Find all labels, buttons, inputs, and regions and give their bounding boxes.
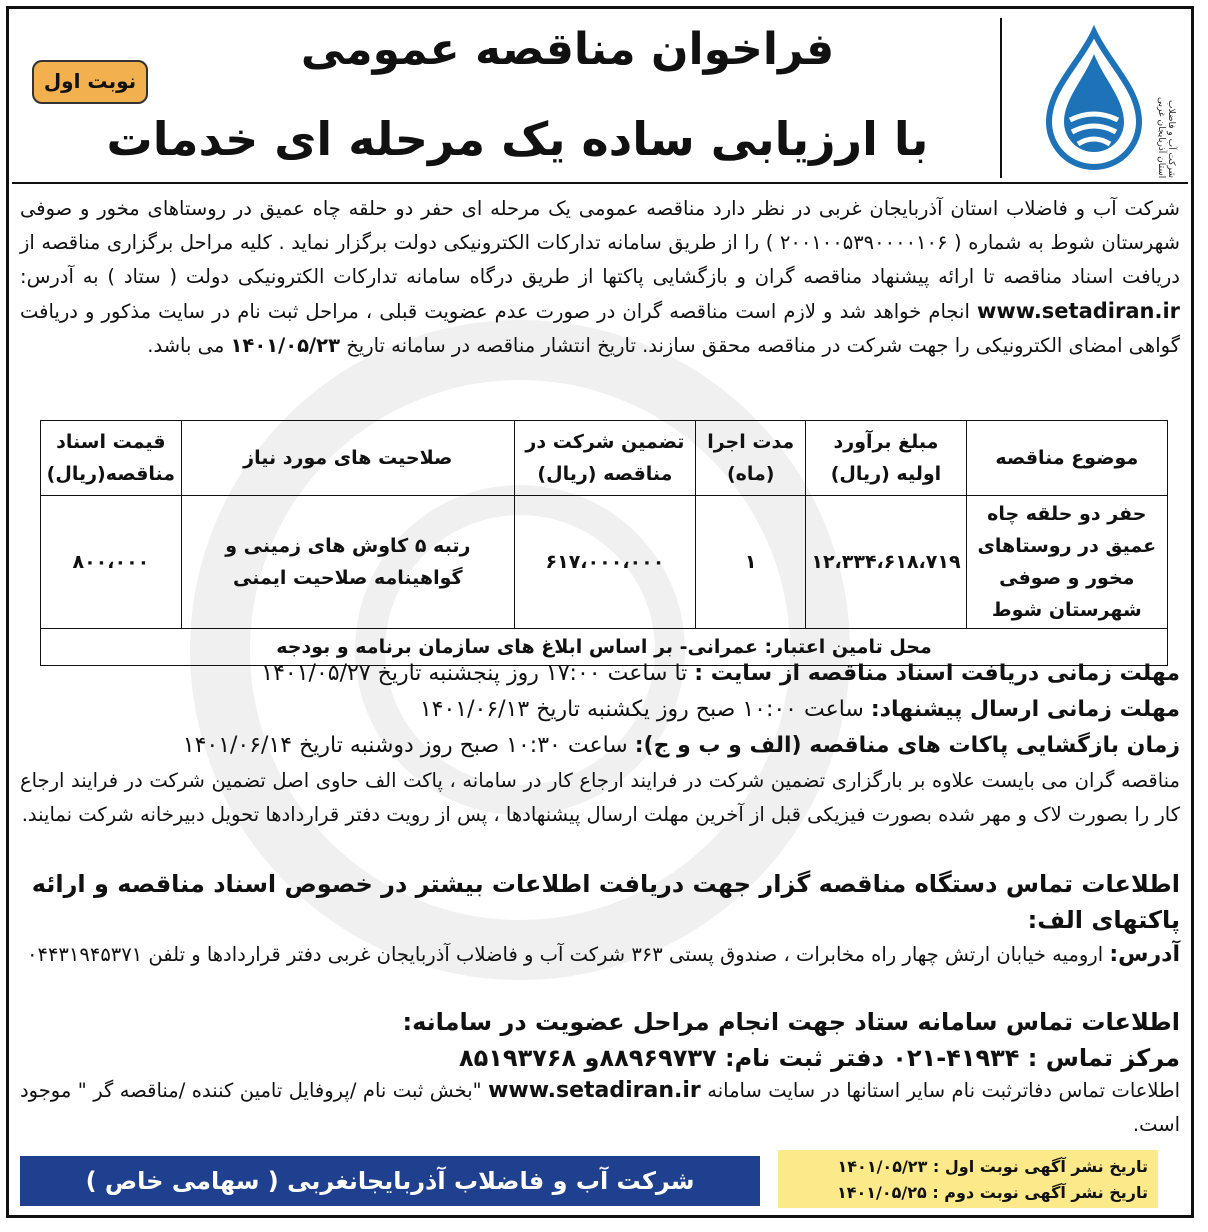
intro-website-link[interactable]: www.setadiran.ir: [976, 299, 1180, 323]
company-footer-bar: شرکت آب و فاضلاب آذربایجانغربی ( سهامی خاص ): [20, 1156, 760, 1206]
publication-dates-box: [778, 1150, 1158, 1208]
table-cell: حفر دو حلقه چاه عمیق در روستاهای مخور و صوفی شهرستان شوط: [966, 496, 1167, 629]
round-badge: نوبت اول: [32, 60, 148, 104]
intro-text-2: انجام خواهد شد و لازم است مناقصه گران در صورت عدم عضویت قبلی ، مراحل ثبت نام در سایت مذکور و دریافت گواهی امضای الکترونیکی را جهت شرکت در مناقصه محقق سازند. تاریخ انتشار مناقصه در سامانه تاریخ: [20, 300, 1180, 357]
offices-paragraph: [20, 1074, 1180, 1142]
offices-text-2: "بخش ثبت نام /پروفایل تامین کننده /مناقصه گر " موجود است.: [20, 1079, 1180, 1136]
guarantee-paragraph: مناقصه گران می بایست علاوه بر بارگزاری تضمین شرکت در فرایند ارجاع کار در سامانه ، پاکت الف حاوی اصل تضمین شرکت در فرایند ارجاع کار را بصورت لاک و مهر شده بصورت فیزیکی قبل از آخرین مهلت ارسال پیشنهادها ، پس از رویت دفتر قراردادها تحویل دبیرخانه شرکت نمایند.: [20, 769, 1180, 826]
page-title: فراخوان مناقصه عمومی: [300, 24, 835, 75]
deadline-label: مهلت زمانی دریافت اسناد مناقصه از سایت :: [694, 661, 1180, 686]
page-subtitle: با ارزیابی ساده یک مرحله ای خدمات: [106, 112, 929, 166]
table-cell: ۸۰۰،۰۰۰: [41, 496, 182, 629]
table-cell: ۱: [696, 496, 806, 629]
intro-text-3: می باشد.: [147, 334, 225, 357]
table-footer: محل تامین اعتبار: عمرانی- بر اساس ابلاغ های سازمان برنامه و بودجه: [41, 629, 1168, 666]
table-header-row: [41, 421, 1168, 496]
setad-heading: اطلاعات تماس سامانه ستاد جهت انجام مراحل عضویت در سامانه:: [402, 1008, 1180, 1036]
deadline-value: ساعت ۱۰:۳۰ صبح روز دوشنبه تاریخ ۱۴۰۱/۰۶/۱۴: [182, 733, 628, 758]
address-label: آدرس:: [1109, 942, 1180, 967]
water-drop-logo-icon: [1024, 24, 1164, 174]
table-cell: ۶۱۷،۰۰۰،۰۰۰: [514, 496, 695, 629]
deadline-documents: [20, 656, 1180, 692]
logo: [1000, 18, 1182, 178]
intro-publish-date: ۱۴۰۱/۰۵/۲۳: [230, 334, 340, 357]
deadline-opening: [20, 728, 1180, 764]
table-cell: ۱۲،۳۳۴،۶۱۸،۷۱۹: [806, 496, 966, 629]
tender-table: [40, 420, 1168, 666]
intro-paragraph: [20, 192, 1180, 363]
table-header: صلاحیت های مورد نیاز: [181, 421, 514, 496]
table-header: قیمت اسناد مناقصه(ریال): [41, 421, 182, 496]
deadline-label: زمان بازگشایی پاکات های مناقصه (الف و ب و ج):: [634, 733, 1180, 758]
table-header: مدت اجرا (ماه): [696, 421, 806, 496]
deadline-label: مهلت زمانی ارسال پیشنهاد:: [870, 697, 1180, 722]
deadline-value: تا ساعت ۱۷:۰۰ روز پنجشنبه تاریخ ۱۴۰۱/۰۵/۲۷: [261, 661, 688, 686]
header: [12, 12, 1188, 184]
table-row: [41, 496, 1168, 629]
deadline-submission: [20, 692, 1180, 728]
address-paragraph: [20, 938, 1180, 972]
contact-heading: اطلاعات تماس دستگاه مناقصه گزار جهت دریافت اطلاعات بیشتر در خصوص اسناد مناقصه و ارائه پاکتهای الف:: [31, 870, 1180, 934]
table-header: تضمین شرکت در مناقصه (ریال): [514, 421, 695, 496]
logo-caption: شرکت آب و فاضلاب استان آذربایجان غربی: [1156, 96, 1176, 178]
publication-date-second: تاریخ نشر آگهی نوبت دوم : ۱۴۰۱/۰۵/۲۵: [836, 1183, 1148, 1202]
table-cell: رتبه ۵ کاوش های زمینی و گواهینامه صلاحیت ایمنی: [181, 496, 514, 629]
offices-website-link[interactable]: www.setadiran.ir: [488, 1078, 701, 1103]
address-text: ارومیه خیابان ارتش چهار راه مخابرات ، صندوق پستی ۳۶۳ شرکت آب و فاضلاب آذربایجان غربی دفتر قراردادها و تلفن ۰۴۴۳۱۹۴۵۳۷۱: [27, 943, 1104, 966]
offices-text-1: اطلاعات تماس دفاترثبت نام سایر استانها در سایت سامانه: [707, 1079, 1180, 1102]
deadline-value: ساعت ۱۰:۰۰ صبح روز یکشنبه تاریخ ۱۴۰۱/۰۶/۱۳: [419, 697, 864, 722]
table-header: مبلغ برآورد اولیه (ریال): [806, 421, 966, 496]
intro-text-1: شرکت آب و فاضلاب استان آذربایجان غربی در نظر دارد مناقصه عمومی یک مرحله ای حفر دو حلقه چاه عمیق در روستاهای مخور و صوفی شهرستان شوط به شماره ( ۲۰۰۱۰۰۵۳۹۰۰۰۰۱۰۶ ) را از طریق سامانه تدارکات الکترونیکی دولت برگزار نماید . کلیه مراحل برگزاری مناقصه از دریافت اسناد مناقصه تا ارائه پیشنهاد مناقصه گران و بازگشایی پاکتها از طریق درگاه سامانه تدارکات الکترونیکی دولت ( ستاد ) به آدرس:: [20, 197, 1181, 288]
publication-date-first: تاریخ نشر آگهی نوبت اول : ۱۴۰۱/۰۵/۲۳: [837, 1157, 1148, 1176]
setad-phones: مرکز تماس : ۴۱۹۳۴-۰۲۱ دفتر ثبت نام: ۸۸۹۶۹۷۳۷و ۸۵۱۹۳۷۶۸: [458, 1044, 1180, 1072]
table-header: موضوع مناقصه: [966, 421, 1167, 496]
